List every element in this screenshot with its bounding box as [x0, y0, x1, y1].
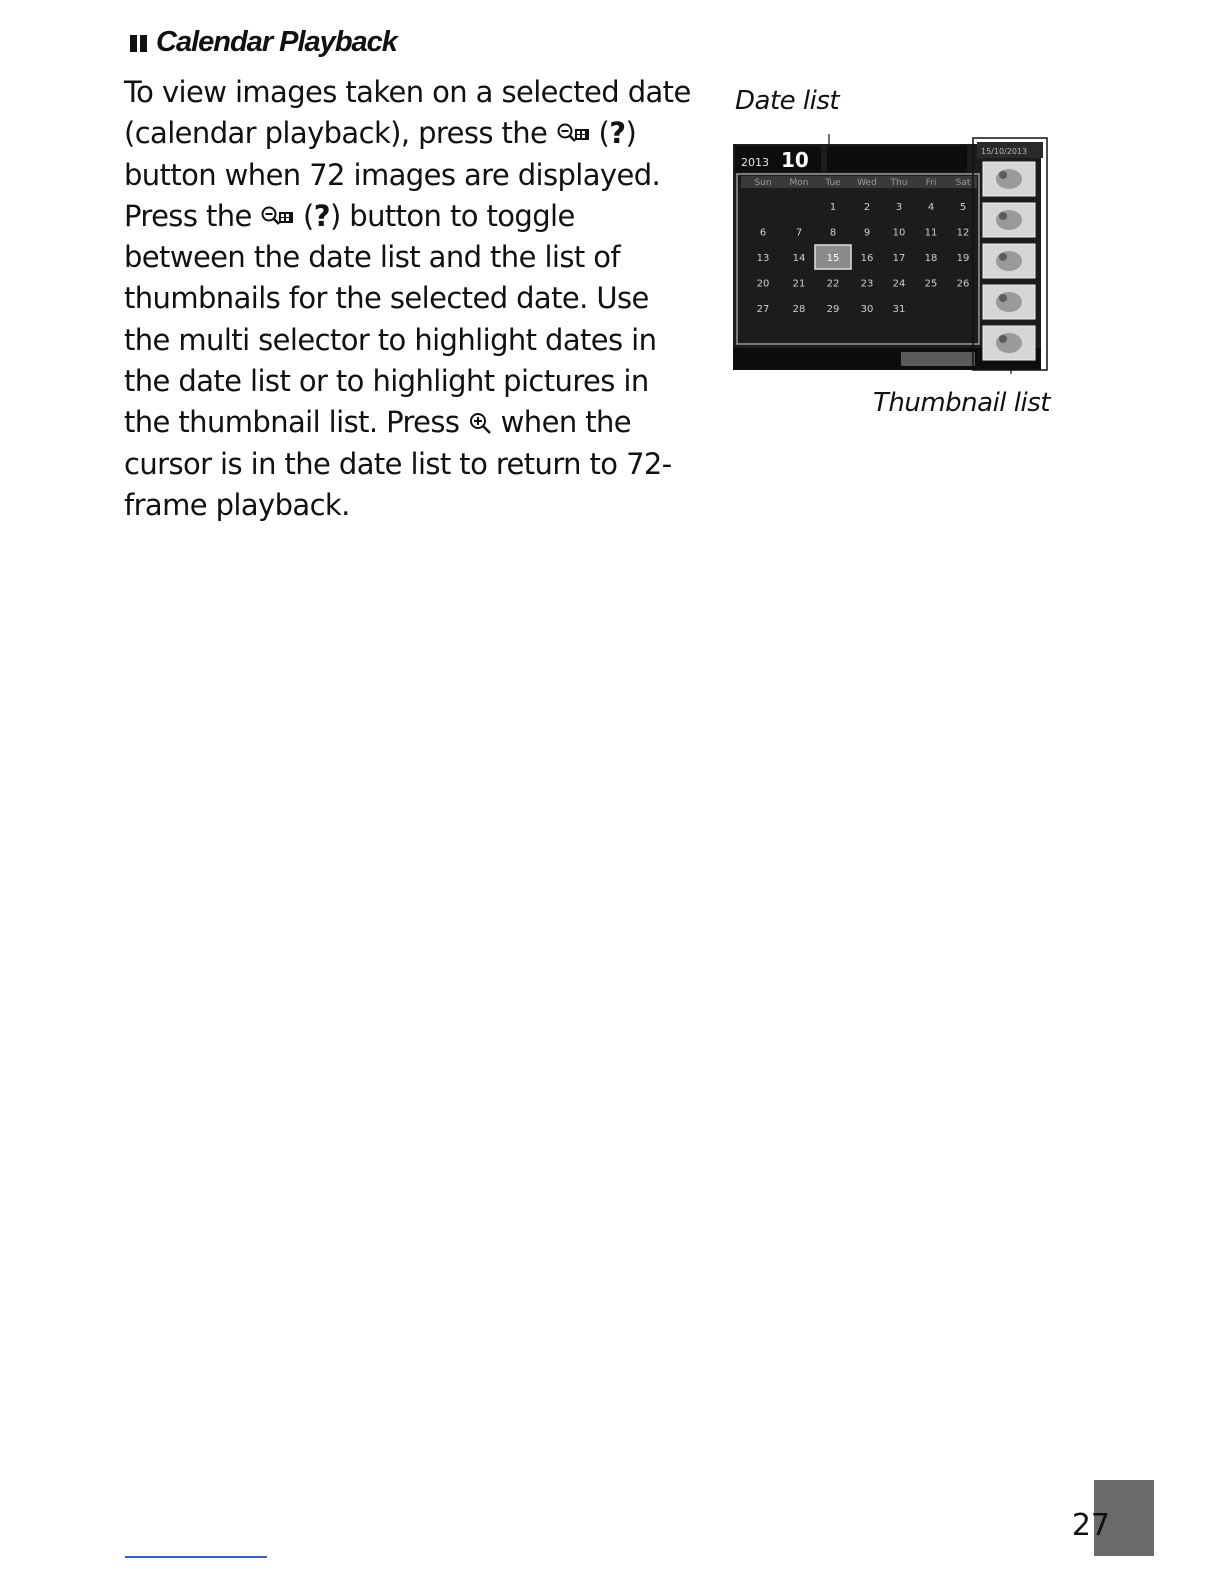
body-text-run: ) button to toggle: [329, 198, 575, 233]
callout-thumbnail-list: Thumbnail list: [873, 388, 1050, 418]
body-line: [124, 444, 714, 485]
body-line: [124, 237, 714, 278]
body-text-run: (: [589, 116, 610, 151]
calendar-day: 13: [756, 253, 770, 264]
body-text-run: Press the: [124, 198, 261, 233]
calendar-day: 26: [956, 278, 970, 290]
footer-rule: [125, 1556, 267, 1558]
calendar-day: 25: [924, 278, 938, 290]
calendar-day: 8: [829, 227, 837, 239]
body-text-run: the date list or to highlight pictures in: [124, 364, 649, 399]
calendar-day: 14: [792, 253, 806, 264]
body-text-run: ): [625, 116, 637, 151]
thumbnail-image: [983, 244, 1035, 278]
body-text-run: (: [294, 198, 314, 233]
calendar-day: 9: [863, 227, 871, 239]
weekday-label: Sat: [955, 178, 971, 188]
weekday-label: Thu: [890, 178, 908, 188]
section-marker-icon: [130, 33, 148, 53]
calendar-day: 18: [924, 253, 938, 264]
body-line: [124, 361, 714, 402]
body-text-run: cursor is in the date list to return to 72-: [124, 446, 672, 481]
calendar-day: 12: [956, 227, 970, 239]
weekday-label: Wed: [857, 178, 877, 188]
weekday-label: Sun: [754, 178, 772, 188]
calendar-day: 22: [826, 278, 840, 290]
calendar-day: 17: [892, 253, 906, 264]
calendar-day: 20: [756, 278, 770, 290]
body-line: [124, 155, 714, 196]
calendar-day: 24: [892, 278, 906, 290]
body-text-run: button when 72 images are displayed.: [124, 157, 661, 192]
screen-selected-date: 15/10/2013: [981, 147, 1028, 156]
calendar-day: 16: [860, 253, 874, 264]
calendar-day: 30: [860, 304, 874, 315]
calendar-day: 5: [959, 202, 967, 213]
body-paragraph: [124, 72, 714, 526]
body-text-run: when the: [492, 405, 632, 440]
help-button-symbol: ?: [313, 198, 330, 233]
calendar-day: 10: [892, 227, 906, 239]
calendar-day: 21: [792, 278, 806, 290]
page-number: 27: [1071, 1508, 1110, 1543]
callout-date-list: Date list: [735, 86, 840, 116]
calendar-day: 28: [792, 304, 806, 315]
zoom-out-thumbnail-icon: [260, 205, 294, 229]
calendar-day: 1: [829, 202, 837, 213]
body-text-run: To view images taken on a selected date: [124, 75, 691, 109]
calendar-day: 31: [892, 304, 906, 315]
weekday-label: Fri: [925, 178, 937, 188]
calendar-day: 23: [860, 278, 874, 290]
screen-year: 2013: [741, 156, 769, 169]
body-line: [124, 196, 714, 237]
section-heading: [130, 26, 397, 59]
calendar-playback-screen: [733, 134, 1051, 374]
calendar-day: 7: [795, 227, 803, 239]
thumbnail-image: [983, 326, 1035, 360]
calendar-day: 6: [759, 227, 767, 239]
body-line: [124, 320, 714, 361]
zoom-in-icon: [468, 411, 492, 435]
weekday-label: Tue: [825, 178, 841, 188]
calendar-day: 15: [826, 253, 840, 264]
thumbnail-image: [983, 203, 1035, 237]
body-line: [124, 485, 714, 526]
calendar-day: 11: [924, 227, 938, 239]
screen-month: 10: [781, 148, 809, 172]
thumbnail-image: [983, 162, 1035, 196]
body-line: [124, 278, 714, 319]
body-line: [124, 113, 714, 154]
weekday-label: Mon: [789, 178, 809, 188]
help-button-symbol: ?: [609, 116, 626, 151]
calendar-day: 3: [895, 202, 903, 213]
body-text-run: the thumbnail list. Press: [124, 405, 469, 440]
body-line: [124, 72, 714, 113]
body-text-run: (calendar playback), press the: [124, 116, 556, 151]
body-text-run: thumbnails for the selected date. Use: [124, 281, 649, 316]
zoom-out-thumbnail-icon: [556, 122, 590, 146]
calendar-day: 2: [863, 202, 871, 213]
calendar-day: 27: [756, 304, 770, 315]
body-text-run: frame playback.: [124, 487, 350, 522]
section-title: Calendar Playback: [156, 26, 397, 58]
body-text-run: the multi selector to highlight dates in: [124, 322, 657, 357]
body-text-run: between the date list and the list of: [124, 240, 621, 275]
calendar-day: 19: [956, 253, 970, 264]
calendar-day: 29: [826, 304, 840, 315]
body-line: [124, 402, 714, 443]
calendar-day: 4: [927, 202, 935, 213]
thumbnail-image: [983, 285, 1035, 319]
